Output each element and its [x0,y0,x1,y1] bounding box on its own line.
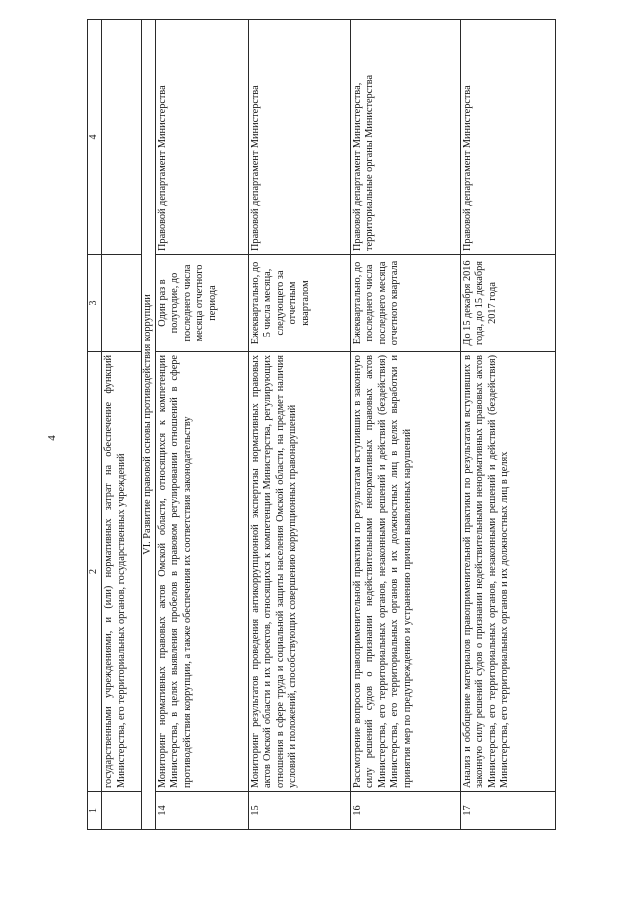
responsible: Правовой департамент Министерства [155,20,248,255]
header-col-1: 1 [88,792,102,830]
row-number: 16 [350,792,460,830]
responsible [102,20,142,255]
row-number: 17 [460,792,555,830]
row-number: 14 [155,792,248,830]
header-col-3: 3 [88,255,102,352]
section-title: VI. Развитие правовой основы противодействия коррупции [142,20,156,830]
table-row [102,20,142,830]
responsible: Правовой департамент Министерства, территориальные органы Министерства [350,20,460,255]
header-row [88,20,102,830]
measure-text: Рассмотрение вопросов правоприменительной практики по результатам вступивших в законную силу решений судов о признании недействительными ненормативных правовых актов Министерства, его территориальных органов, незаконными решений и действий (бездействия) Министерства, его территориальных органов и их должностных лиц в целях выработки и принятия мер по предупреждению и устранению причин выявленных нарушений [350,352,460,792]
table-row [248,20,350,830]
page-number: 4 [46,435,58,441]
table-row [350,20,460,830]
row-number: 15 [248,792,350,830]
responsible: Правовой департамент Министерства [248,20,350,255]
deadline: Ежеквартально, до последнего числа последнего месяца отчетного квартала [350,255,460,352]
deadline: Ежеквартально, до 5 числа месяца, следующего за отчетным кварталом [248,255,350,352]
row-number [102,792,142,830]
measure-text: государственными учреждениями, и (или) нормативных затрат на обеспечение функций Министерства, его территориальных органов, государственных учреждений [102,352,142,792]
document-table [87,20,567,830]
deadline: Один раз в полугодие, до последнего числа месяца отчетного периода [155,255,248,352]
header-col-2: 2 [88,352,102,792]
section-row [142,20,156,830]
deadline [102,255,142,352]
measure-text: Мониторинг нормативных правовых актов Омской области, относящихся к компетенции Министерства, в целях выявления пробелов в правовом регулировании отношений в сфере противодействия коррупции, а также обеспечения их соответствия законодательству [155,352,248,792]
measure-text: Анализ и обобщение материалов правоприменительной практики по результатам вступивших в законную силу решений судов о признании недействительными ненормативных правовых актов Министерства, его территориальных органов, незаконными решений и действий (бездействия) Министерства, его территориальных органов и их должностных лиц в целях [460,352,555,792]
header-col-4: 4 [88,20,102,255]
table-row [155,20,248,830]
measure-text: Мониторинг результатов проведения антикоррупционной экспертизы нормативных правовых актов Омской области и их проектов, относящихся к компетенции Министерства, регулирующих отношения в сфере труда и социальной защиты населения Омской области, на предмет наличия условий и положений, способствующих совершению коррупционных правонарушений [248,352,350,792]
deadline: До 15 декабря 2016 года, до 15 декабря 2017 года [460,255,555,352]
table-row [460,20,555,830]
responsible: Правовой департамент Министерства [460,20,555,255]
